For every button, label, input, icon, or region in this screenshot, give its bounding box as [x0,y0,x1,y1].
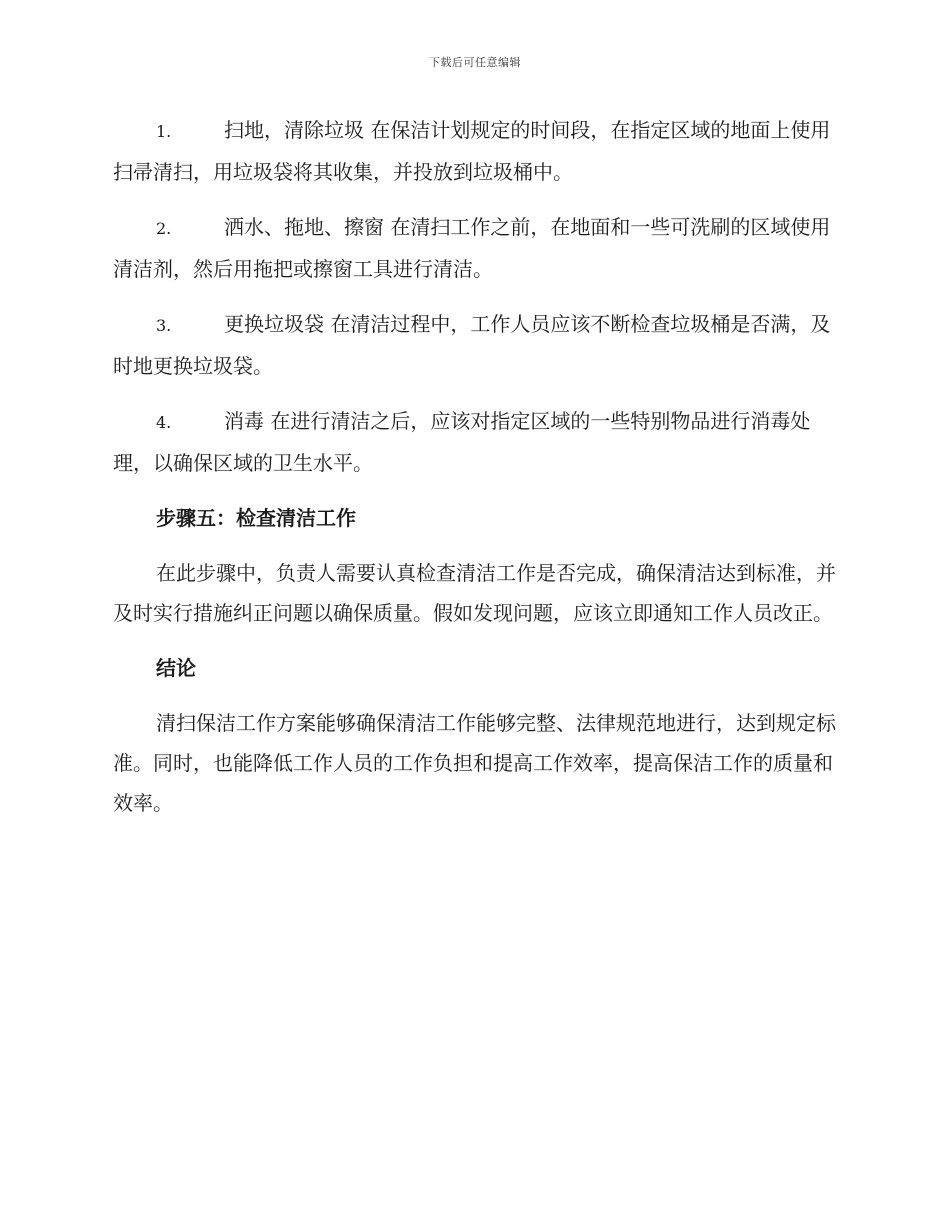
list-item-3 [113,304,839,386]
list-number: 2. [156,219,172,238]
list-item-1 [113,110,839,192]
list-item-4 [113,401,839,483]
document-body [113,110,839,838]
list-text: 扫地，清除垃圾 在保洁计划规定的时间段，在指定区域的地面上使用扫帚清扫，用垃圾袋将其收集，并投放到垃圾桶中。 [113,118,831,184]
step5-paragraph: 在此步骤中，负责人需要认真检查清洁工作是否完成，确保清洁达到标准，并及时实行措施纠正问题以确保质量。假如发现问题，应该立即通知工作人员改正。 [113,561,836,625]
list-number: 3. [156,316,172,335]
list-number: 1. [156,122,172,141]
page-header: 下载后可任意编辑 [429,56,521,69]
list-number: 4. [156,413,172,432]
list-item-2 [113,207,839,289]
list-text: 更换垃圾袋 在清洁过程中，工作人员应该不断检查垃圾桶是否满，及时地更换垃圾袋。 [113,312,831,378]
step5-heading: 步骤五：检查清洁工作 [156,506,356,530]
conclusion-heading: 结论 [156,656,196,680]
conclusion-paragraph: 清扫保洁工作方案能够确保清洁工作能够完整、法律规范地进行，达到规定标准。同时，也能降低工作人员的工作负担和提高工作效率，提高保洁工作的质量和效率。 [113,711,836,815]
list-text: 消毒 在进行清洁之后，应该对指定区域的一些特别物品进行消毒处理，以确保区域的卫生水平。 [113,409,811,475]
list-text: 洒水、拖地、擦窗 在清扫工作之前，在地面和一些可洗刷的区域使用清洁剂，然后用拖把或擦窗工具进行清洁。 [113,215,831,281]
